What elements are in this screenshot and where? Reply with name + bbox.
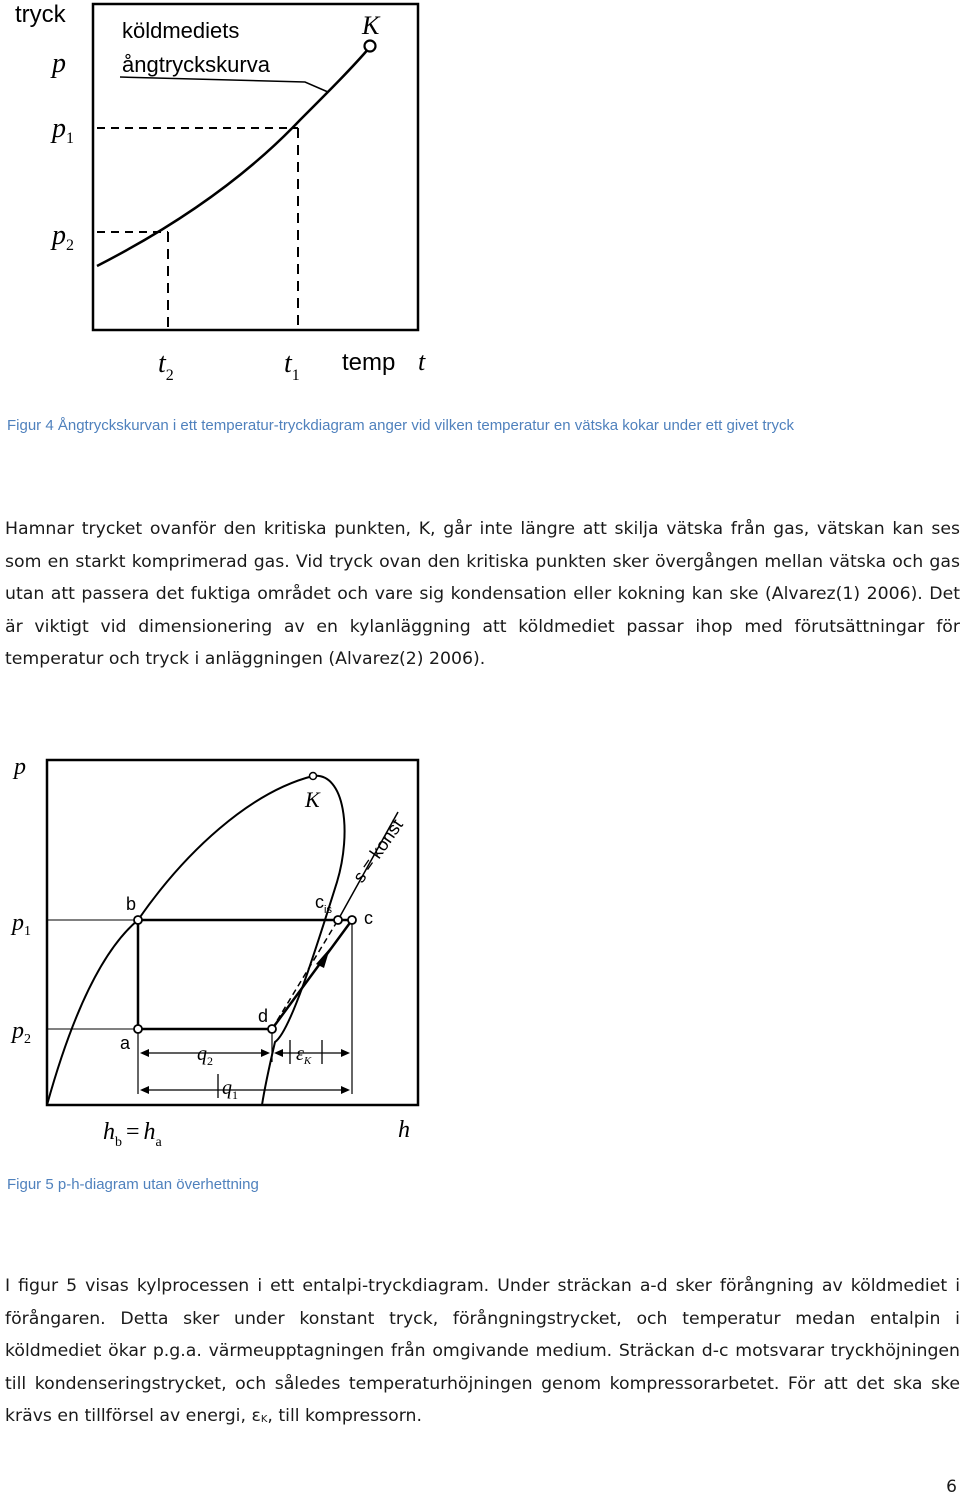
figure-4-caption: Figur 4 Ångtryckskurvan i ett temperatur-tryckdiagram anger vid vilken temperatur en vätska kokar under ett givet tryck bbox=[7, 417, 794, 434]
label-a: a bbox=[120, 1033, 131, 1053]
process-d-c bbox=[272, 920, 352, 1029]
epsilon-subscript: K bbox=[260, 1414, 268, 1425]
label-q2: $q_2$ bbox=[197, 1043, 213, 1068]
epsk-arrowhead-left bbox=[274, 1049, 283, 1057]
curve-label-line1: köldmediets bbox=[122, 18, 240, 43]
label-q1: $q_1$ bbox=[222, 1077, 238, 1102]
point-a bbox=[134, 1025, 142, 1033]
point-b bbox=[134, 916, 142, 924]
y-axis-symbol: p bbox=[52, 48, 66, 79]
y-axis-title: tryck bbox=[15, 1, 66, 28]
label-cis: $c_{is}$ bbox=[315, 892, 332, 916]
y-tick-p1: $p_1$ bbox=[52, 113, 74, 147]
figure-5-caption: Figur 5 p-h-diagram utan överhettning bbox=[7, 1176, 259, 1193]
body-paragraph-1: Hamnar trycket ovanför den kritiska punkten, K, går inte längre att skilja vätska från gas, vätskan kan ses som en starkt komprimerad gas. Vid tryck ovan den kritiska punkten sker övergången mellan vätska och gas utan att passera det fuktiga området och vare sig kondensation eller kokning kan ske (Alvarez(1) 2006). Det är viktigt vid dimensionering av en kylanläggning att köldmediet passar ihop med förutsättningar för temperatur och tryck i anläggningen (Alvarez(2) 2006). bbox=[5, 519, 960, 669]
q1-arrowhead-right bbox=[341, 1086, 350, 1094]
page-number: 6 bbox=[946, 1477, 957, 1497]
y-tick-p2: $p_2$ bbox=[12, 1018, 31, 1047]
q2-arrowhead-left bbox=[140, 1049, 149, 1057]
curve-label-line2: ångtryckskurva bbox=[122, 52, 270, 77]
x-axis-symbol: t bbox=[418, 347, 426, 376]
critical-point-label: K bbox=[362, 11, 380, 40]
critical-point-k bbox=[310, 773, 317, 780]
q2-arrowhead-right bbox=[261, 1049, 270, 1057]
y-tick-p2: $p_2$ bbox=[52, 220, 74, 254]
label-epsk: $\varepsilon_K$ bbox=[296, 1043, 312, 1067]
critical-point-k bbox=[365, 41, 376, 52]
y-axis-symbol: p bbox=[14, 754, 26, 780]
point-c bbox=[348, 916, 356, 924]
x-axis-symbol: h bbox=[398, 1117, 410, 1143]
epsk-arrowhead-right bbox=[341, 1049, 350, 1057]
isentrope-label: s = konst bbox=[348, 815, 407, 887]
point-cis bbox=[334, 916, 342, 924]
label-c: c bbox=[364, 908, 373, 928]
isentrope-line bbox=[272, 920, 338, 1029]
label-hb-ha: $h_b = h_a$ bbox=[103, 1119, 162, 1150]
point-d bbox=[268, 1025, 276, 1033]
x-axis-title: temp bbox=[342, 349, 396, 376]
figure-5-ph-diagram bbox=[0, 752, 430, 1152]
x-tick-t2: $t_2$ bbox=[158, 348, 174, 384]
label-d: d bbox=[258, 1006, 269, 1026]
compression-arrow bbox=[316, 948, 330, 968]
q1-arrowhead-left bbox=[140, 1086, 149, 1094]
paragraph-2-text: I figur 5 visas kylprocessen i ett entalpi-tryckdiagram. Under sträckan a-d sker förångning av köldmediet i förångaren. Detta sker under konstant tryck, förångningstrycket, och temperatur medan entalpin i köldmediet ökar p.g.a. värmeupptagningen från omgivande medium. Sträckan d-c motsvarar tryckhöjningen till kondenseringstrycket, och således temperaturhöjningen genom kompressorarbetet. För att det ska ske krävs en tillförsel av energi, ε bbox=[5, 1276, 960, 1426]
label-b: b bbox=[126, 894, 137, 914]
body-paragraph-2 bbox=[5, 1270, 960, 1437]
curve-label-leader bbox=[120, 77, 328, 92]
paragraph-2-tail: , till kompressorn. bbox=[267, 1406, 422, 1426]
label-k: K bbox=[305, 787, 320, 812]
x-tick-t1: $t_1$ bbox=[284, 348, 300, 384]
figure-4-vapor-pressure-diagram bbox=[0, 0, 450, 395]
y-tick-p1: $p_1$ bbox=[12, 910, 31, 939]
